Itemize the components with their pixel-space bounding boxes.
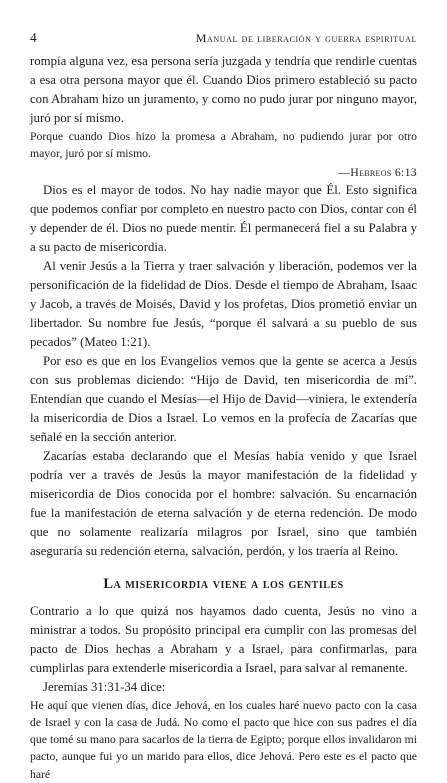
page-body (30, 52, 417, 783)
scripture-reference (30, 163, 417, 181)
paragraph: Dios es el mayor de todos. No hay nadie mayor que Él. Esto significa que podemos confiar por completo en nuestro pacto con Dios, contar con él y depender de él. Dios no puede mentir. Él permanecerá fiel a su Palabra y a su pacto de misericordia. (30, 182, 417, 254)
paragraph: rompía alguna vez, esa persona sería juzgada y tendría que rendirle cuentas a esa otra persona mayor que él. Cuando Dios primero estableció su pacto con Abraham hizo un juramento, y como no pudo jurar por ninguno mayor, juró por sí mismo. (30, 54, 417, 125)
section-heading: La misericordia viene a los gentiles (103, 575, 344, 592)
running-title: Manual de liberación y guerra espiritual (195, 31, 417, 45)
reference-verse: 6:13 (394, 164, 417, 179)
paragraph: Jeremías 31:31-34 dice: (43, 679, 166, 694)
paragraph: Contrario a lo que quizá nos hayamos dado cuenta, Jesús no vino a ministrar a todos. Su propósito principal era cumplir con las promesas del pacto de Dios hechas a Abraham y a Israel, para confirmarlas, para cumplirlas para extenderle misericordia a Israel, para salvar al remanente. (30, 603, 417, 675)
page-header (30, 30, 417, 46)
reference-book: —Hebreos (338, 164, 392, 179)
scripture-quote: He aquí que vienen días, dice Jehová, en los cuales haré nuevo pacto con la casa de Israel y con la casa de Judá. No como el pacto que hice con sus padres el día que tomé su mano para sacarlos de la tierra de Egipto; porque ellos invalidaron mi pacto, aunque fui yo un marido para ellos, dice Jehová. Pero este es el pacto que haré (30, 698, 417, 781)
paragraph: Por eso es que en los Evangelios vemos que la gente se acerca a Jesús con sus problemas diciendo: “Hijo de David, ten misericordia de mí”. Entendían que cuando el Mesías—el Hijo de David—viniera, le extendería la misericordia de Dios a Israel. Lo vemos en la profecía de Zacarías que señalé en la sección anterior. (30, 353, 417, 444)
paragraph: Zacarías estaba declarando que el Mesías había venido y que Israel podría ver a través de Jesús la mayor manifestación de la fidelidad y misericordia de Dios conocida por el hombre: salvación. Su encarnación fue la manifestación de eterna salvación y de eterna redención. De modo que no solamente realizaría milagros por Israel, sino que también aseguraría su redención eterna, salvación, perdón, y los traería al Reino. (30, 448, 417, 558)
paragraph: Al venir Jesús a la Tierra y traer salvación y liberación, podemos ver la personificación de la fidelidad de Dios. Desde el tiempo de Abraham, Isaac y Jacob, a través de Moisés, David y los profetas, Dios prometió enviar un libertador. Su nombre fue Jesús, “porque él salvará a su pueblo de sus pecados” (Mateo 1:21). (30, 258, 417, 349)
page-number: 4 (30, 30, 37, 45)
scripture-quote: Porque cuando Dios hizo la promesa a Abraham, no pudiendo jurar por otro mayor, juró por sí mismo. (30, 130, 417, 161)
